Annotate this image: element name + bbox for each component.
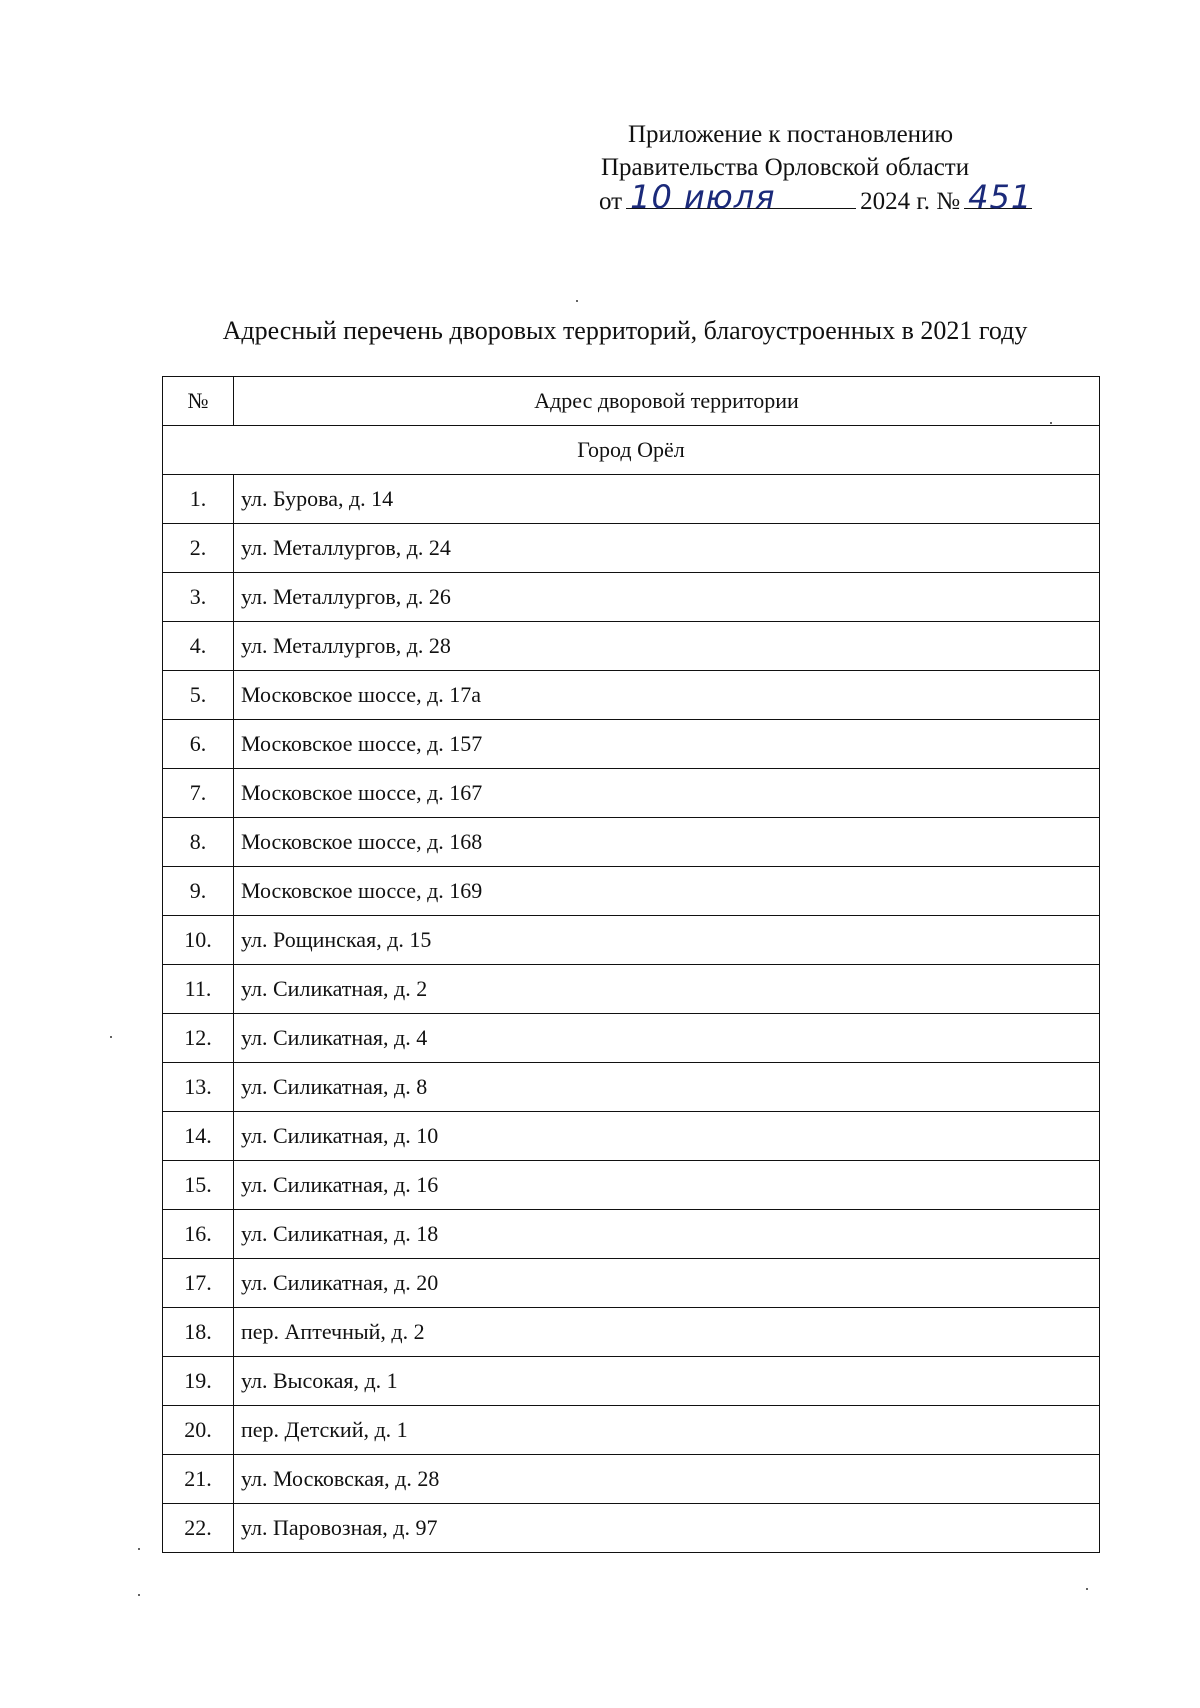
row-number: 20. (163, 1406, 234, 1455)
table-row (163, 916, 1100, 965)
row-address: ул. Силикатная, д. 4 (234, 1014, 1100, 1063)
document-title: Адресный перечень дворовых территорий, благоустроенных в 2021 году (222, 316, 1028, 345)
row-number: 14. (163, 1112, 234, 1161)
table-row (163, 573, 1100, 622)
table-row (163, 1063, 1100, 1112)
table-row (163, 769, 1100, 818)
row-number: 7. (163, 769, 234, 818)
row-number: 2. (163, 524, 234, 573)
row-number: 18. (163, 1308, 234, 1357)
handwritten-date: 10 июля (630, 178, 776, 216)
row-number: 9. (163, 867, 234, 916)
address-table (162, 376, 1100, 1553)
appendix-line: Приложение к постановлению (628, 121, 954, 148)
scan-speck (576, 300, 578, 302)
row-address: ул. Силикатная, д. 2 (234, 965, 1100, 1014)
row-address: ул. Силикатная, д. 18 (234, 1210, 1100, 1259)
row-number: 21. (163, 1455, 234, 1504)
scan-speck (138, 1594, 140, 1596)
number-blank (964, 178, 1033, 216)
row-address: ул. Металлургов, д. 26 (234, 573, 1100, 622)
row-number: 11. (163, 965, 234, 1014)
table-row (163, 671, 1100, 720)
row-number: 13. (163, 1063, 234, 1112)
table-row (163, 524, 1100, 573)
row-number: 8. (163, 818, 234, 867)
table-row (163, 622, 1100, 671)
row-address: ул. Паровозная, д. 97 (234, 1504, 1100, 1553)
handwritten-number: 451 (968, 178, 1033, 216)
row-number: 6. (163, 720, 234, 769)
row-address: ул. Бурова, д. 14 (234, 475, 1100, 524)
row-address: ул. Металлургов, д. 28 (234, 622, 1100, 671)
decree-date-line (599, 178, 1033, 218)
table-row (163, 1161, 1100, 1210)
row-number: 19. (163, 1357, 234, 1406)
table-row (163, 1112, 1100, 1161)
table-row (163, 818, 1100, 867)
row-address: Московское шоссе, д. 17а (234, 671, 1100, 720)
header-number: № (163, 377, 234, 426)
city-name: Город Орёл (163, 426, 1100, 475)
scan-speck (110, 1036, 112, 1038)
row-address: Московское шоссе, д. 167 (234, 769, 1100, 818)
row-address: пер. Аптечный, д. 2 (234, 1308, 1100, 1357)
scan-speck (138, 1548, 140, 1550)
city-row (163, 426, 1100, 475)
table-row (163, 720, 1100, 769)
row-address: ул. Силикатная, д. 8 (234, 1063, 1100, 1112)
row-address: Московское шоссе, д. 168 (234, 818, 1100, 867)
table-row (163, 1210, 1100, 1259)
table-row (163, 475, 1100, 524)
row-address: ул. Московская, д. 28 (234, 1455, 1100, 1504)
table-row (163, 867, 1100, 916)
row-number: 3. (163, 573, 234, 622)
table-row (163, 1014, 1100, 1063)
table-row (163, 1357, 1100, 1406)
row-number: 15. (163, 1161, 234, 1210)
row-address: ул. Силикатная, д. 16 (234, 1161, 1100, 1210)
row-number: 16. (163, 1210, 234, 1259)
row-address: ул. Металлургов, д. 24 (234, 524, 1100, 573)
row-address: ул. Силикатная, д. 20 (234, 1259, 1100, 1308)
row-address: ул. Силикатная, д. 10 (234, 1112, 1100, 1161)
row-number: 22. (163, 1504, 234, 1553)
scan-speck (1050, 422, 1052, 424)
row-address: ул. Рощинская, д. 15 (234, 916, 1100, 965)
row-address: ул. Высокая, д. 1 (234, 1357, 1100, 1406)
row-number: 10. (163, 916, 234, 965)
row-number: 17. (163, 1259, 234, 1308)
table-row (163, 965, 1100, 1014)
row-address: Московское шоссе, д. 157 (234, 720, 1100, 769)
scan-speck (1086, 1588, 1088, 1590)
row-number: 1. (163, 475, 234, 524)
row-number: 4. (163, 622, 234, 671)
row-address: Московское шоссе, д. 169 (234, 867, 1100, 916)
date-blank (626, 178, 856, 216)
row-number: 12. (163, 1014, 234, 1063)
table-row (163, 1406, 1100, 1455)
row-address: пер. Детский, д. 1 (234, 1406, 1100, 1455)
government-line: Правительства Орловской области (601, 154, 970, 181)
table-row (163, 1259, 1100, 1308)
table-row (163, 1308, 1100, 1357)
year-number-label: 2024 г. № (860, 188, 961, 215)
header-address: Адрес дворовой территории (234, 377, 1100, 426)
row-number: 5. (163, 671, 234, 720)
date-prefix: от (599, 188, 623, 215)
table-row (163, 1455, 1100, 1504)
table-row (163, 1504, 1100, 1553)
table-header-row (163, 377, 1100, 426)
